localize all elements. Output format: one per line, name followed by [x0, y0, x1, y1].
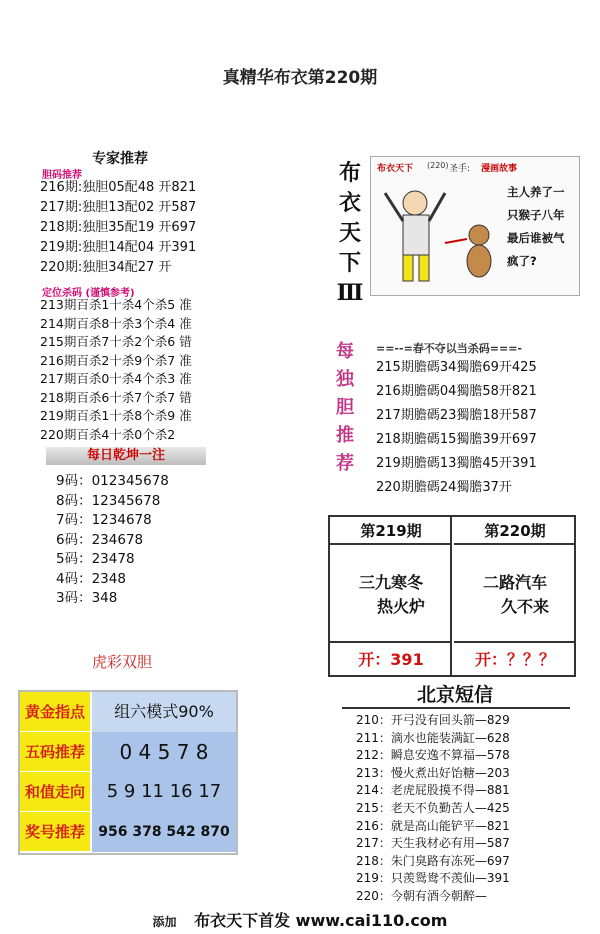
beijing-item: 213：慢火煮出好饴糖—203 — [356, 765, 510, 780]
board-row — [20, 732, 236, 772]
expert-title: 专家推荐 — [92, 151, 148, 167]
meidu-char: 胆 — [336, 397, 354, 418]
daily-title: 每日乾坤一注 — [46, 447, 206, 465]
meidu-char: 荐 — [336, 453, 354, 474]
code-line: 5码：23478 — [56, 551, 135, 567]
meidu-list — [376, 356, 537, 500]
meidu-line: 220期膽碼24獨膽37开 — [376, 480, 512, 495]
comic-header: 布衣天下 — [377, 164, 414, 174]
footer — [0, 908, 600, 931]
buyi-char: 下 — [338, 250, 361, 276]
footer-site[interactable]: 布衣天下首发 www.cai110.com — [194, 911, 448, 930]
beijing-item: 218：朱门臭路有冻死—697 — [356, 853, 510, 868]
buyi-char: 天 — [338, 220, 361, 246]
page-title: 真精华布衣第220期 — [222, 68, 378, 88]
code-line: 7码：1234678 — [56, 512, 152, 528]
riddle-open: 开：？？？ — [454, 641, 576, 675]
beijing-item: 216：就是高山能铲平—821 — [356, 818, 510, 833]
caption-line: 疯了? — [507, 254, 537, 268]
kill-line: 214期百杀8十杀3个杀4 准 — [40, 315, 192, 331]
kill-line: 215期百杀7十杀2个杀6 错 — [40, 334, 192, 349]
expert-line: 220期:独胆34配27 开 — [40, 260, 172, 275]
beijing-title: 北京短信 — [416, 684, 493, 706]
riddle-line: 热火炉 — [376, 597, 425, 616]
board-value: 5 9 11 16 17 — [92, 772, 236, 812]
board-label: 和值走向 — [20, 772, 90, 812]
board-row — [20, 812, 236, 852]
buyi-char: 衣 — [338, 190, 361, 216]
meidu-char: 每 — [336, 341, 354, 362]
riddle-header: 第219期 — [330, 517, 452, 545]
comic-caption — [507, 181, 573, 273]
riddle-col-220 — [454, 517, 576, 675]
beijing-item: 219：只羡鸳鸯不羡仙—391 — [356, 871, 510, 886]
kill-list — [40, 296, 192, 444]
meidu-vertical-title — [330, 338, 360, 478]
footer-add: 添加 — [152, 915, 177, 929]
meidu-char: 独 — [336, 369, 354, 390]
comic-issue: (220) — [427, 161, 449, 170]
daily-code-list — [56, 472, 169, 609]
expert-line: 216期:独胆05配48 开821 — [40, 180, 197, 195]
meidu-line: 218期膽碼15獨膽39开697 — [376, 432, 537, 447]
beijing-item: 220：今朝有酒今朝醉— — [356, 888, 487, 903]
beijing-item: 215：老天不负勤苦人—425 — [356, 800, 510, 815]
beijing-item: 211：滴水也能装满缸—628 — [356, 730, 510, 745]
meidu-char: 推 — [336, 425, 354, 446]
caption-line: 最后谁被气 — [507, 231, 565, 245]
recommend-board — [18, 690, 238, 855]
riddle-col-219 — [330, 517, 452, 675]
board-value: 0 4 5 7 8 — [92, 732, 236, 772]
buyi-vertical-title — [332, 158, 368, 308]
meidu-line: 219期膽碼13獨膽45开391 — [376, 456, 537, 471]
buyi-char: Ⅲ — [336, 280, 364, 306]
caption-line: 主人养了一 — [507, 185, 565, 199]
comic-illustration-icon — [375, 173, 505, 293]
board-row — [20, 772, 236, 812]
meidu-line: 216期膽碼04獨膽58开821 — [376, 384, 537, 399]
caption-line: 只猴子八年 — [507, 208, 565, 222]
kill-tag: 定位杀码 (谨慎参考) — [42, 288, 135, 299]
code-line: 4码：2348 — [56, 570, 126, 587]
board-row — [20, 692, 236, 732]
comic-panel — [370, 156, 580, 296]
kill-line: 219期百杀1十杀8个杀9 准 — [40, 408, 192, 423]
meidu-line: 217期膽碼23獨膽18开587 — [376, 408, 537, 423]
comic-sage: 圣手: — [449, 164, 471, 174]
riddle-line: 三九寒冬 — [358, 573, 423, 592]
beijing-item: 210：开弓没有回头箭—829 — [356, 713, 510, 727]
kill-line: 213期百杀1十杀4个杀5 准 — [40, 297, 192, 312]
board-label: 黄金指点 — [20, 692, 90, 732]
riddle-line: 二路汽车 — [482, 573, 547, 592]
code-line: 6码：234678 — [56, 531, 144, 548]
buyi-char: 布 — [338, 160, 361, 186]
expert-line: 218期:独胆35配19 开697 — [40, 220, 197, 235]
beijing-list — [356, 712, 510, 906]
beijing-divider — [342, 707, 570, 709]
expert-list — [40, 178, 196, 278]
meidu-header: ==--=春不夺以当杀码===- — [376, 342, 522, 355]
expert-tag: 胆码推荐 — [42, 170, 82, 181]
board-value: 956 378 542 870 — [92, 812, 236, 852]
code-line: 3码：348 — [56, 590, 118, 606]
tiger-title: 虎彩双胆 — [92, 653, 153, 671]
kill-line: 216期百杀2十杀9个杀7 准 — [40, 352, 192, 368]
beijing-item: 217：天生我材必有用—587 — [356, 836, 510, 851]
riddle-header: 第220期 — [454, 517, 576, 545]
kill-line: 217期百杀0十杀4个杀3 准 — [40, 371, 192, 386]
riddle-line: 久不来 — [500, 597, 549, 616]
expert-line: 217期:独胆13配02 开587 — [40, 200, 197, 215]
board-label: 五码推荐 — [20, 732, 90, 772]
board-value: 组六模式90% — [92, 692, 236, 732]
kill-line: 220期百杀4十杀0个杀2 — [40, 426, 176, 442]
board-label: 奖号推荐 — [20, 812, 90, 852]
meidu-line: 215期膽碼34獨膽69开425 — [376, 360, 537, 375]
beijing-item: 212：瞬息安逸不算福—578 — [356, 748, 510, 763]
comic-story: 漫画故事 — [481, 164, 518, 174]
riddle-open: 开：391 — [330, 641, 452, 675]
kill-line: 218期百杀6十杀7个杀7 错 — [40, 389, 192, 405]
code-line: 9码：012345678 — [56, 473, 169, 489]
riddle-box — [328, 515, 576, 677]
expert-line: 219期:独胆14配04 开391 — [40, 240, 197, 255]
beijing-item: 214：老虎屁股摸不得—881 — [356, 783, 510, 798]
code-line: 8码：12345678 — [56, 492, 161, 509]
